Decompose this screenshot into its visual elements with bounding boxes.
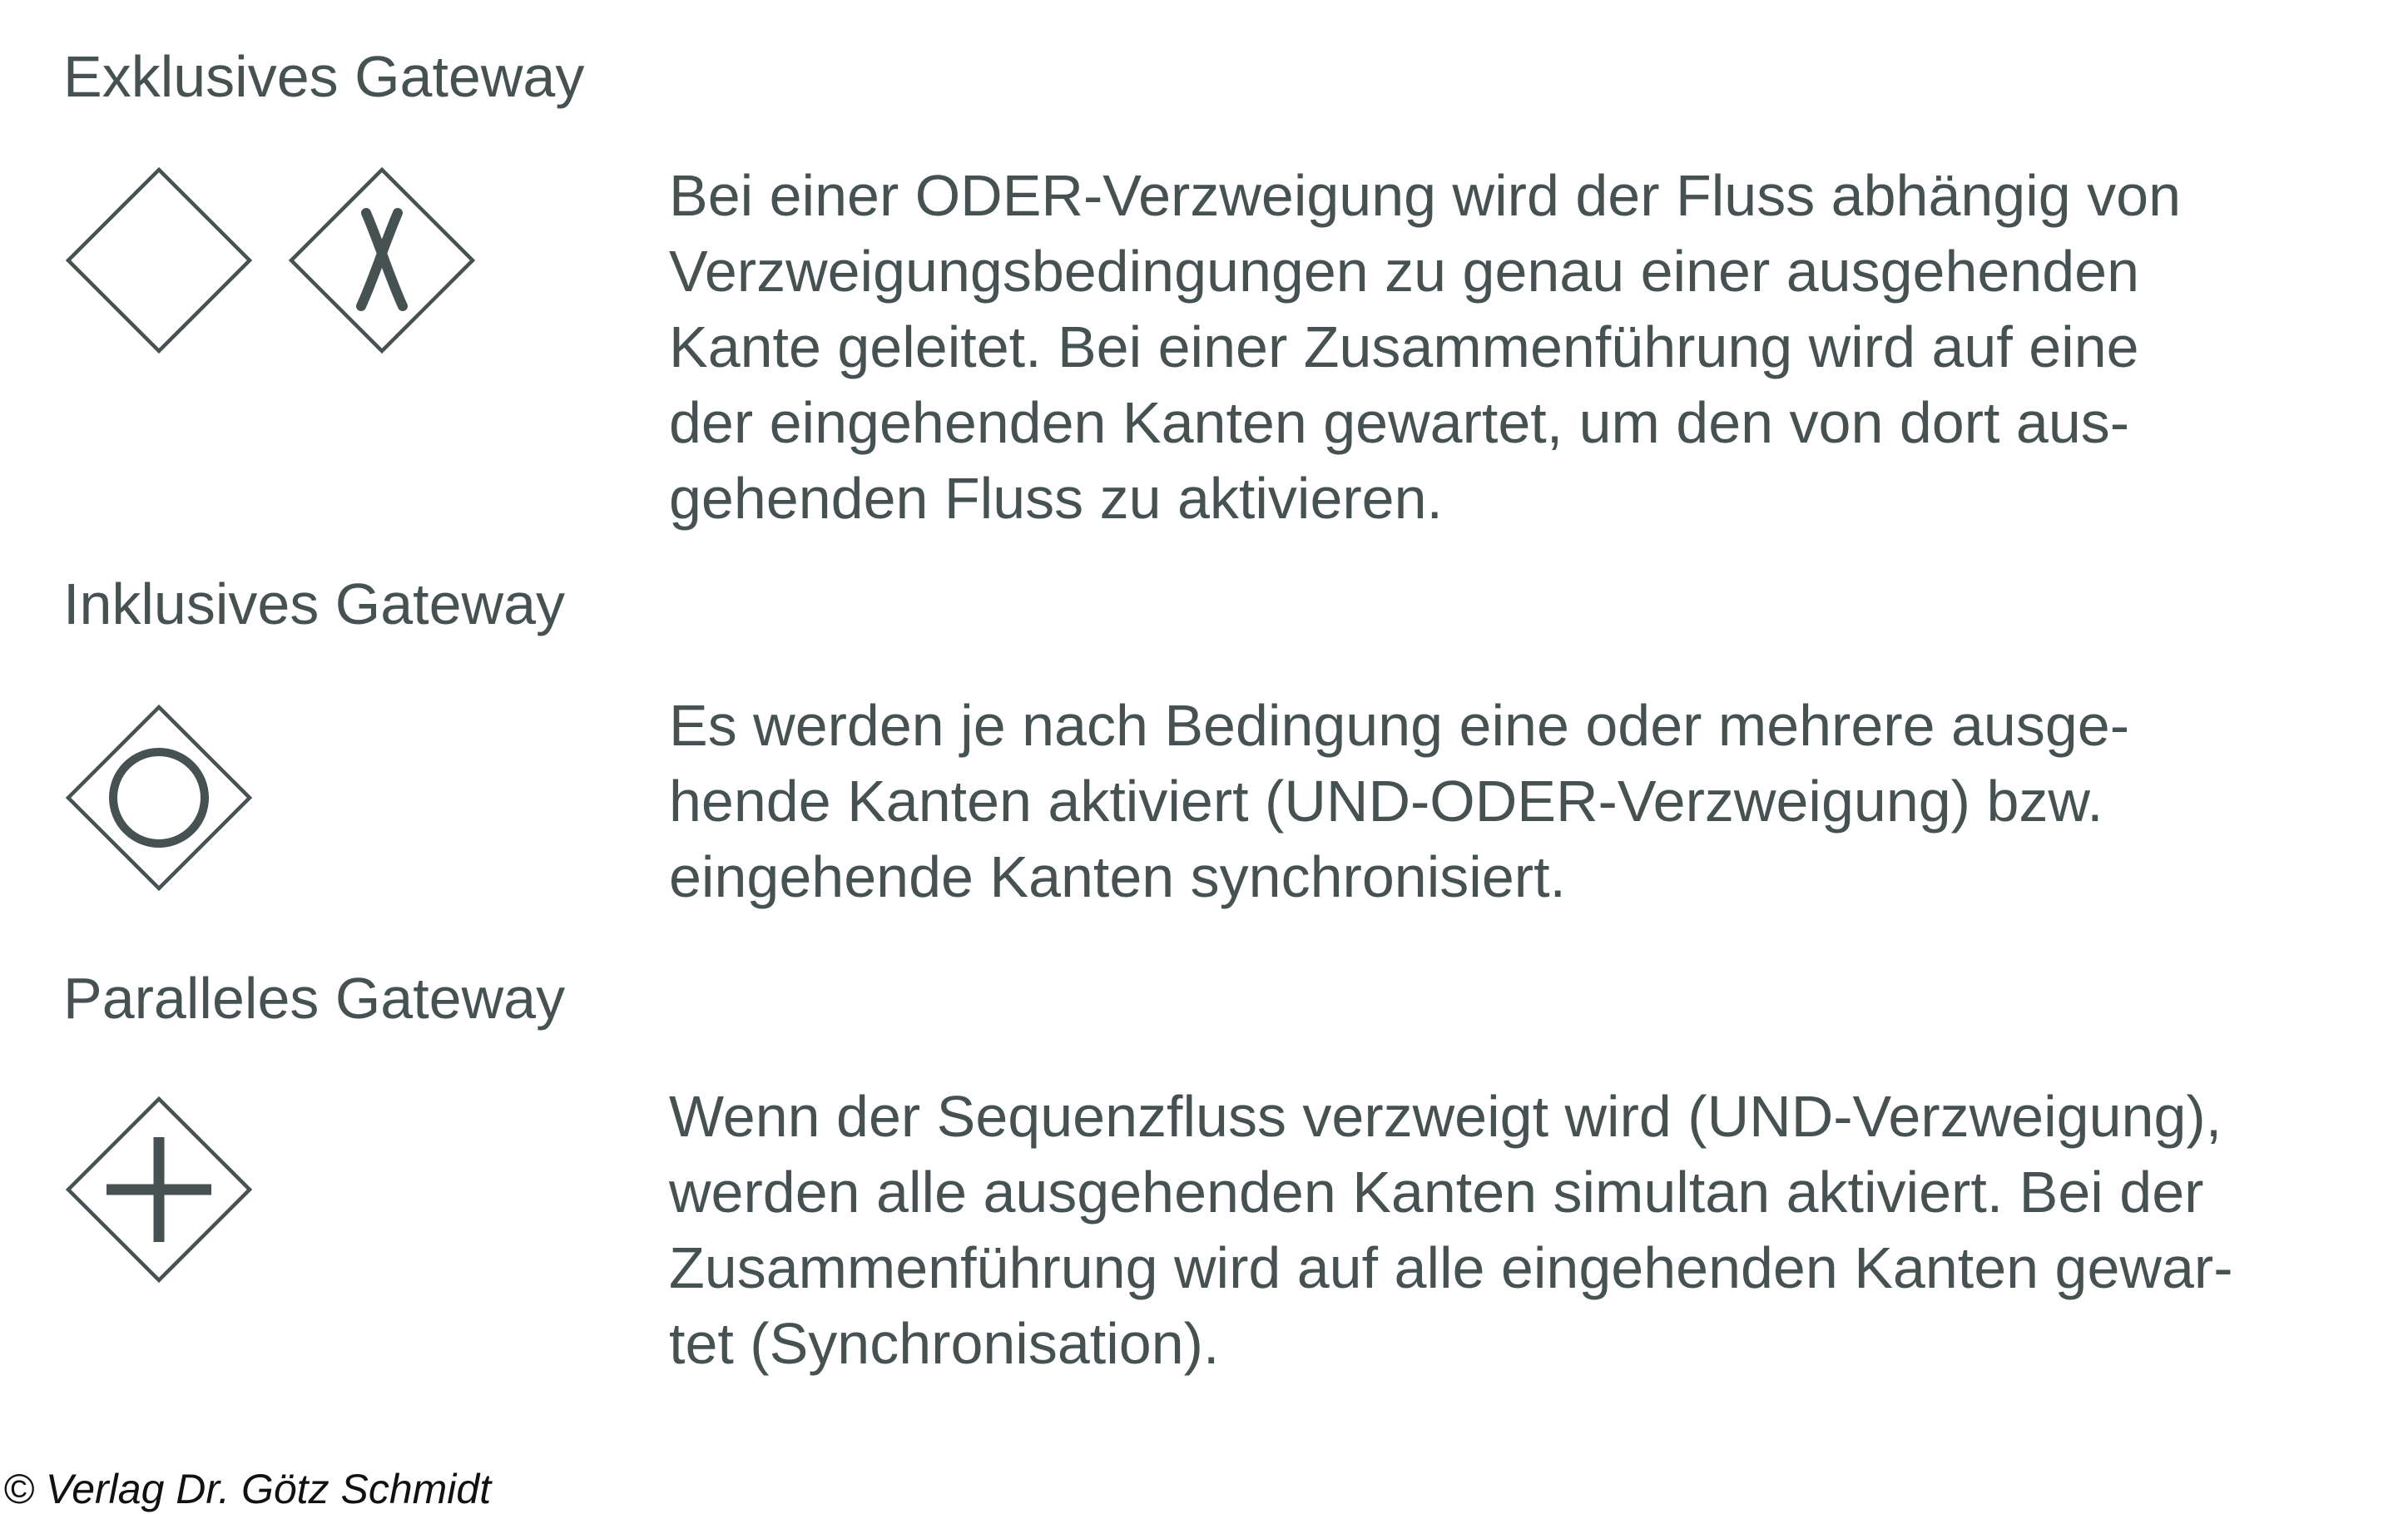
exclusive-gateway-description xyxy=(669,158,2383,537)
description-line: Es werden je nach Bedingung eine oder mehrere ausge- xyxy=(669,693,2130,758)
description-line: Kante geleitet. Bei einer Zusammenführung wird auf eine xyxy=(669,314,2139,379)
copyright-notice: © Verlag Dr. Götz Schmidt xyxy=(3,1466,492,1512)
description-line: werden alle ausgehenden Kanten simultan aktiviert. Bei der xyxy=(669,1160,2204,1225)
parallel-gateway-plus-icon xyxy=(63,1094,255,1285)
exclusive-gateway-heading: Exklusives Gateway xyxy=(63,44,585,109)
description-line: eingehende Kanten synchronisiert. xyxy=(669,844,1566,909)
inclusive-gateway-description xyxy=(669,688,2383,915)
description-line: hende Kanten aktiviert (UND-ODER-Verzweigung) bzw. xyxy=(669,769,2103,834)
description-line: Wenn der Sequenzfluss verzweigt wird (UND-Verzweigung), xyxy=(669,1084,2222,1149)
inclusive-gateway-heading: Inklusives Gateway xyxy=(63,571,566,636)
exclusive-gateway-x-icon xyxy=(286,165,478,356)
description-line: Verzweigungsbedingungen zu genau einer ausgehenden xyxy=(669,239,2140,304)
parallel-gateway-heading: Paralleles Gateway xyxy=(63,966,566,1031)
description-line: Zusammenführung wird auf alle eingehenden Kanten gewar- xyxy=(669,1235,2233,1300)
diamond-icon xyxy=(63,165,255,356)
description-line: der eingehenden Kanten gewartet, um den von dort aus- xyxy=(669,390,2130,455)
inclusive-gateway-circle-icon xyxy=(63,702,255,893)
description-line: tet (Synchronisation). xyxy=(669,1311,1220,1376)
description-line: gehenden Fluss zu aktivieren. xyxy=(669,466,1443,531)
parallel-gateway-description xyxy=(669,1079,2383,1382)
description-line: Bei einer ODER-Verzweigung wird der Fluss abhängig von xyxy=(669,163,2182,228)
